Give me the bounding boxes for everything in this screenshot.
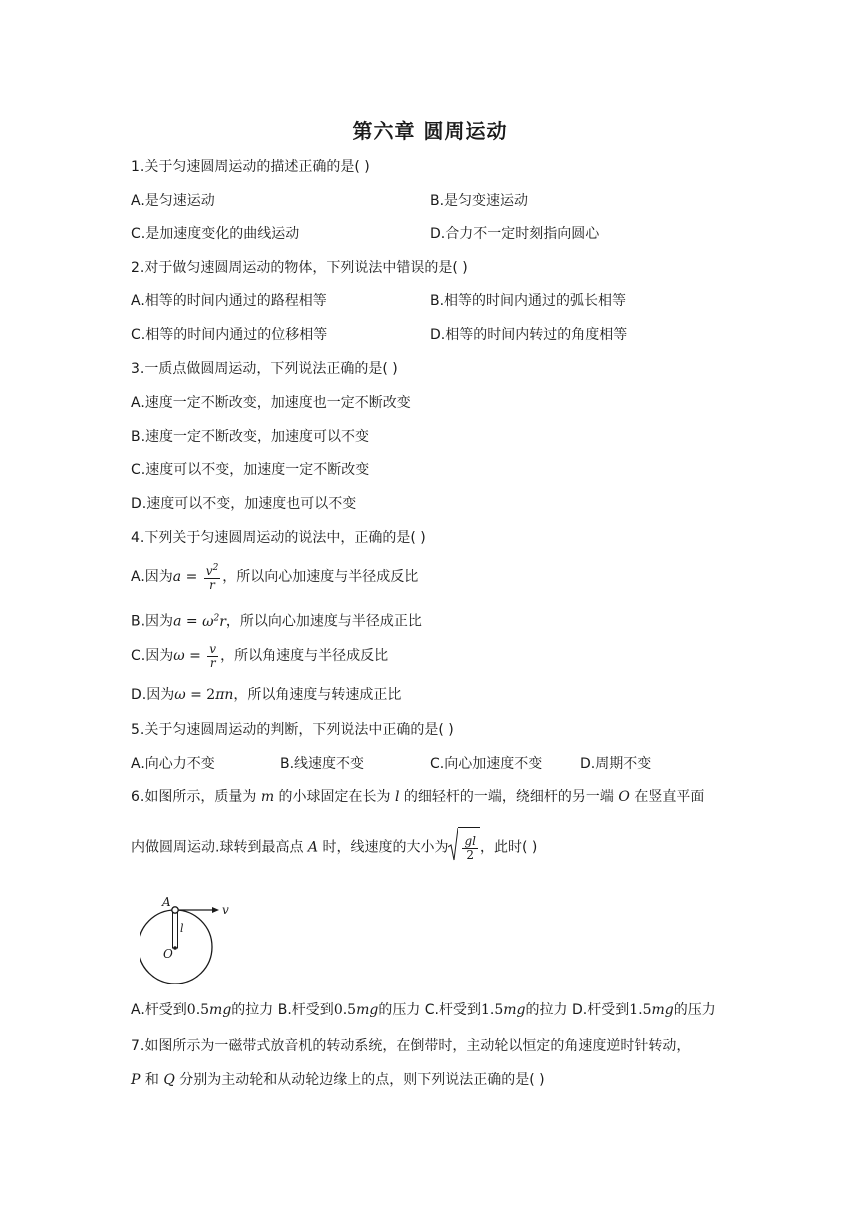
option-a [131, 1002, 273, 1018]
fraction-v2-over-r: $\frac{v^2}{r}$ [205, 563, 219, 592]
circle-diagram [140, 892, 230, 984]
question-2-option-d: D.相等的时间内转过的角度相等 [430, 327, 628, 343]
question-3-stem: 3.一质点做圆周运动，下列说法正确的是( ) [131, 361, 398, 377]
light-rod [173, 911, 178, 948]
option-a-value: 0.5 [186, 1002, 210, 1018]
question-3-option-c: C.速度可以不变，加速度一定不断改变 [131, 462, 370, 478]
stem-text: 的细轻杆的一端，绕细杆的另一端 [399, 789, 619, 805]
question-1-option-c: C.是加速度变化的曲线运动 [131, 226, 300, 242]
question-1-stem: 1.关于匀速圆周运动的描述正确的是( ) [131, 159, 370, 175]
question-3-option-a: A.速度一定不断改变，加速度也一定不断改变 [131, 395, 411, 411]
var-A: A [307, 839, 319, 856]
option-c-value: 1.5 [481, 1002, 504, 1018]
option-b-suffix: ，所以向心加速度与半径成正比 [225, 613, 422, 630]
question-4-option-d: D.因为ω = 2πn，所以角速度与转速成正比 [131, 687, 402, 703]
question-2-option-a: A.相等的时间内通过的路程相等 [131, 293, 327, 309]
option-c-suffix: 的拉力 [525, 1002, 568, 1018]
option-b-prefix: B.因为 [131, 613, 174, 630]
question-1-option-a: A.是匀速运动 [131, 193, 215, 209]
stem-text: 在竖直平面 [629, 789, 705, 805]
stem-text: 内做圆周运动.球转到最高点 [131, 839, 308, 856]
question-2-option-c: C.相等的时间内通过的位移相等 [131, 327, 328, 343]
var-P: P [131, 1072, 141, 1088]
question-2-option-b: B.相等的时间内通过的弧长相等 [430, 293, 627, 309]
question-1-option-d: D.合力不一定时刻指向圆心 [430, 226, 600, 242]
option-c-prefix: C.杆受到 [424, 1002, 482, 1018]
stem-text: 分别为主动轮和从动轮边缘上的点，则下列说法正确的是( ) [174, 1072, 545, 1088]
sqrt-gl-over-2: $\frac{gl}{2}$ [448, 827, 480, 868]
label-O: O [163, 947, 173, 961]
question-5-stem: 5.关于匀速圆周运动的判断，下列说法中正确的是( ) [131, 722, 454, 738]
stem-text: 和 [140, 1072, 164, 1088]
question-7-stem-line-2 [131, 1070, 545, 1090]
stem-text: 时，线速度的大小为 [318, 839, 449, 856]
option-a-suffix: 的拉力 [231, 1002, 274, 1018]
option-d [572, 1002, 716, 1018]
question-2-stem: 2.对于做匀速圆周运动的物体，下列说法中错误的是( ) [131, 260, 468, 276]
option-d-prefix: D.因为 [131, 687, 175, 703]
var-Q: Q [163, 1072, 175, 1088]
formula-omega-equals-2pi-n: ω [174, 687, 186, 703]
question-4-option-c: C.因为ω = $\frac{v}{r}$ ，所以角速度与半径成反比 [131, 641, 389, 670]
question-5-option-d: D.周期不变 [580, 756, 652, 772]
question-3-option-b: B.速度一定不断改变，加速度可以不变 [131, 429, 370, 445]
question-4-option-b: B.因为$a = \omega^2r$，所以向心加速度与半径成正比 [131, 613, 422, 630]
question-1-option-b: B.是匀变速运动 [430, 193, 529, 209]
option-b-prefix: B.杆受到 [277, 1002, 334, 1018]
option-d-suffix: ，所以角速度与转速成正比 [233, 687, 402, 703]
question-5-option-b: B.线速度不变 [280, 756, 365, 772]
question-4-option-a: A.因为a = $\frac{v^2}{r}$ ，所以向心加速度与半径成反比 [131, 563, 419, 592]
var-O: O [618, 789, 630, 805]
option-d-prefix: D.杆受到 [571, 1002, 630, 1018]
question-5-option-a: A.向心力不变 [131, 756, 215, 772]
ball [172, 907, 178, 913]
option-c-prefix: C.因为 [131, 648, 174, 664]
question-5-option-c: C.向心加速度不变 [430, 756, 543, 772]
question-7-stem-line-1: 7.如图所示为一磁带式放音机的转动系统，在倒带时，主动轮以恒定的角速度逆时针转动， [131, 1038, 691, 1054]
question-6-options [131, 1000, 716, 1020]
var-l: l [395, 789, 400, 805]
unit-mg: mg [209, 1002, 232, 1018]
option-b-value: 0.5 [333, 1002, 357, 1018]
option-c-suffix: ，所以角速度与半径成反比 [220, 648, 389, 664]
question-3-option-d: D.速度可以不变，加速度也可以不变 [131, 496, 357, 512]
option-d-value: 1.5 [629, 1002, 652, 1018]
unit-mg: mg [651, 1002, 674, 1018]
fraction-v-over-r: $\frac{v}{r}$ [209, 641, 217, 670]
question-4-stem: 4.下列关于匀速圆周运动的说法中，正确的是( ) [131, 530, 426, 546]
option-a-prefix: A.杆受到 [131, 1002, 187, 1018]
stem-text: ，此时( ) [480, 839, 538, 856]
question-6-stem-line-1 [131, 787, 704, 807]
pivot-point [173, 946, 177, 950]
label-v: v [222, 903, 229, 917]
unit-mg: mg [356, 1002, 379, 1018]
option-b [278, 1002, 421, 1018]
stem-text: 的小球固定在长为 [274, 789, 395, 805]
formula-a-equals-v2-over-r: a [172, 569, 182, 585]
question-6-stem-line-2 [131, 827, 537, 868]
var-m: m [260, 789, 275, 805]
option-c [425, 1002, 568, 1018]
stem-text: 6.如图所示，质量为 [131, 789, 261, 805]
option-a-prefix: A.因为 [131, 569, 173, 585]
label-A: A [162, 895, 171, 909]
label-l: l [180, 922, 184, 935]
option-a-suffix: ，所以向心加速度与半径成反比 [222, 569, 419, 585]
page-title: 第六章 圆周运动 [352, 119, 508, 143]
formula-a-equals-omega2-r: a [173, 613, 182, 630]
unit-mg: mg [503, 1002, 526, 1018]
formula-omega-equals-v-over-r: ω [173, 648, 185, 664]
option-d-suffix: 的压力 [673, 1002, 716, 1018]
option-b-suffix: 的压力 [378, 1002, 421, 1018]
velocity-arrow-head [212, 907, 219, 913]
